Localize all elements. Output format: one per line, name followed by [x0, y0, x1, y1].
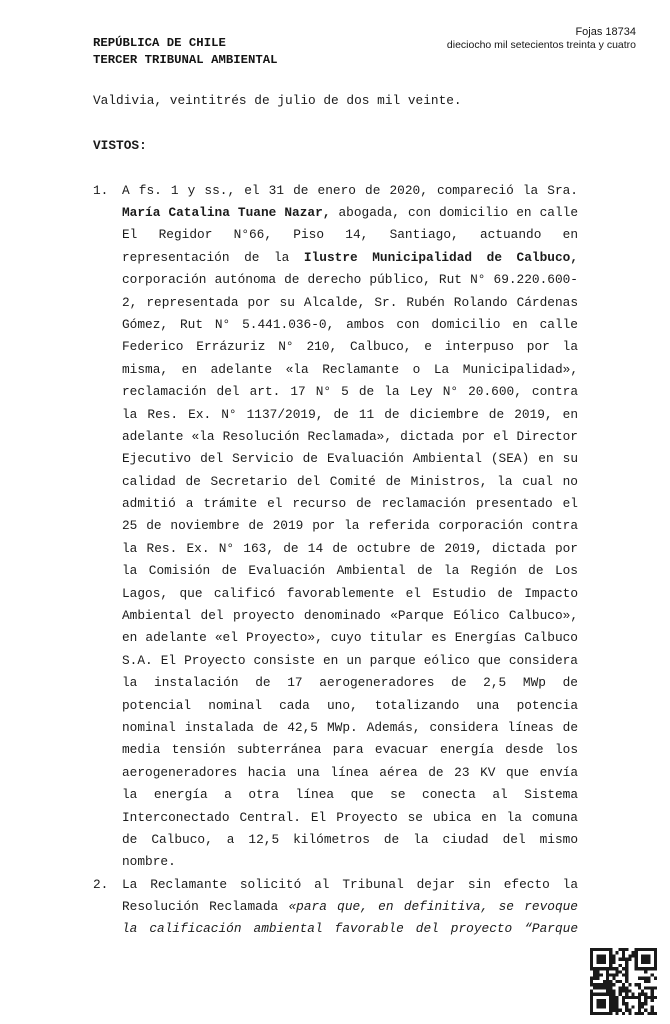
document-line: la energía a otra línea que se conecta al Sistema — [122, 787, 578, 803]
document-line: de Calbuco, a 12,5 kilómetros de la ciudad del mismo — [122, 831, 578, 847]
document-line: potencial nominal cada uno, totalizando una potencia — [122, 697, 578, 713]
document-line: 25 de noviembre de 2019 por la referida corporación contra — [122, 518, 578, 534]
document-line: la instalación de 17 aerogeneradores de 2,5 MWp de — [122, 675, 578, 691]
list-item — [93, 874, 579, 941]
document-line: Ambiental del proyecto denominado «Parque Eólico Calbuco», — [122, 608, 578, 624]
document-line: Ejecutivo del Servicio de Evaluación Ambiental (SEA) en su — [122, 451, 578, 467]
institution-line2: TERCER TRIBUNAL AMBIENTAL — [93, 53, 278, 67]
document-line: S.A. El Proyecto consiste en un parque eólico que considera — [122, 652, 578, 668]
dateline: Valdivia, veintitrés de julio de dos mil veinte. — [93, 93, 462, 108]
document-line: A fs. 1 y ss., el 31 de enero de 2020, compareció la Sra. — [122, 182, 578, 198]
document-line: la calificación ambiental favorable del proyecto “Parque — [122, 921, 578, 937]
item-lines — [122, 180, 578, 874]
document-line: la Res. Ex. N° 1137/2019, de 11 de diciembre de 2019, en — [122, 406, 578, 422]
qr-code — [590, 948, 657, 1015]
document-line: reclamación del art. 17 N° 5 de la Ley N° 20.600, contra — [122, 384, 578, 400]
document-line: media tensión subterránea para evacuar energía desde los — [122, 742, 578, 758]
item-lines — [122, 874, 578, 941]
document-line: calidad de Secretario del Comité de Ministros, la cual no — [122, 473, 578, 489]
document-line: la Comisión de Evaluación Ambiental de la Región de Los — [122, 563, 578, 579]
document-line: Resolución Reclamada «para que, en definitiva, se revoque — [122, 899, 578, 915]
document-line: misma, en adelante «la Reclamante o La Municipalidad», — [122, 361, 578, 377]
item-number: 1. — [93, 182, 109, 198]
document-line: La Reclamante solicitó al Tribunal dejar sin efecto la — [122, 876, 578, 892]
document-line: en adelante «el Proyecto», cuyo titular es Energías Calbuco — [122, 630, 578, 646]
document-line: representación de la Ilustre Municipalidad de Calbuco, — [122, 249, 578, 265]
document-line: la Res. Ex. N° 163, de 14 de octubre de 2019, dictada por — [122, 540, 578, 556]
document-line: corporación autónoma de derecho público, Rut N° 69.220.600- — [122, 272, 578, 288]
document-line: Lagos, que calificó favorablemente el Estudio de Impacto — [122, 585, 578, 601]
item-number: 2. — [93, 876, 109, 892]
document-line: aerogeneradores hacia una línea aérea de 23 KV que envía — [122, 764, 578, 780]
document-line: adelante «la Resolución Reclamada», dictada por el Director — [122, 428, 578, 444]
document-line: Federico Errázuriz N° 210, Calbuco, e interpuso por la — [122, 339, 578, 355]
document-line: El Regidor N°66, Piso 14, Santiago, actuando en — [122, 227, 578, 243]
section-heading: VISTOS: — [93, 137, 147, 153]
document-line: admitió a trámite el recurso de reclamación presentado el — [122, 496, 578, 512]
document-body — [93, 90, 579, 941]
document-line: nominal instalada de 42,5 MWp. Además, considera líneas de — [122, 719, 578, 735]
document-line: María Catalina Tuane Nazar, abogada, con domicilio en calle — [122, 204, 578, 220]
institution-line1: REPÚBLICA DE CHILE — [93, 36, 226, 50]
list-item — [93, 180, 579, 874]
document-line: 2, representada por su Alcalde, Sr. Rubén Rolando Cárdenas — [122, 294, 578, 310]
document-line: Interconectado Central. El Proyecto se ubica en la comuna — [122, 809, 578, 825]
document-line: nombre. — [122, 854, 176, 870]
fojas-words: dieciocho mil setecientos treinta y cuatro — [446, 39, 636, 51]
fojas-block — [447, 26, 636, 51]
document-line: Gómez, Rut N° 5.441.036-0, ambos con domicilio en calle — [122, 316, 578, 332]
numbered-items — [93, 180, 579, 941]
fojas-number: Fojas 18734 — [575, 26, 636, 38]
institution-header — [93, 35, 277, 69]
